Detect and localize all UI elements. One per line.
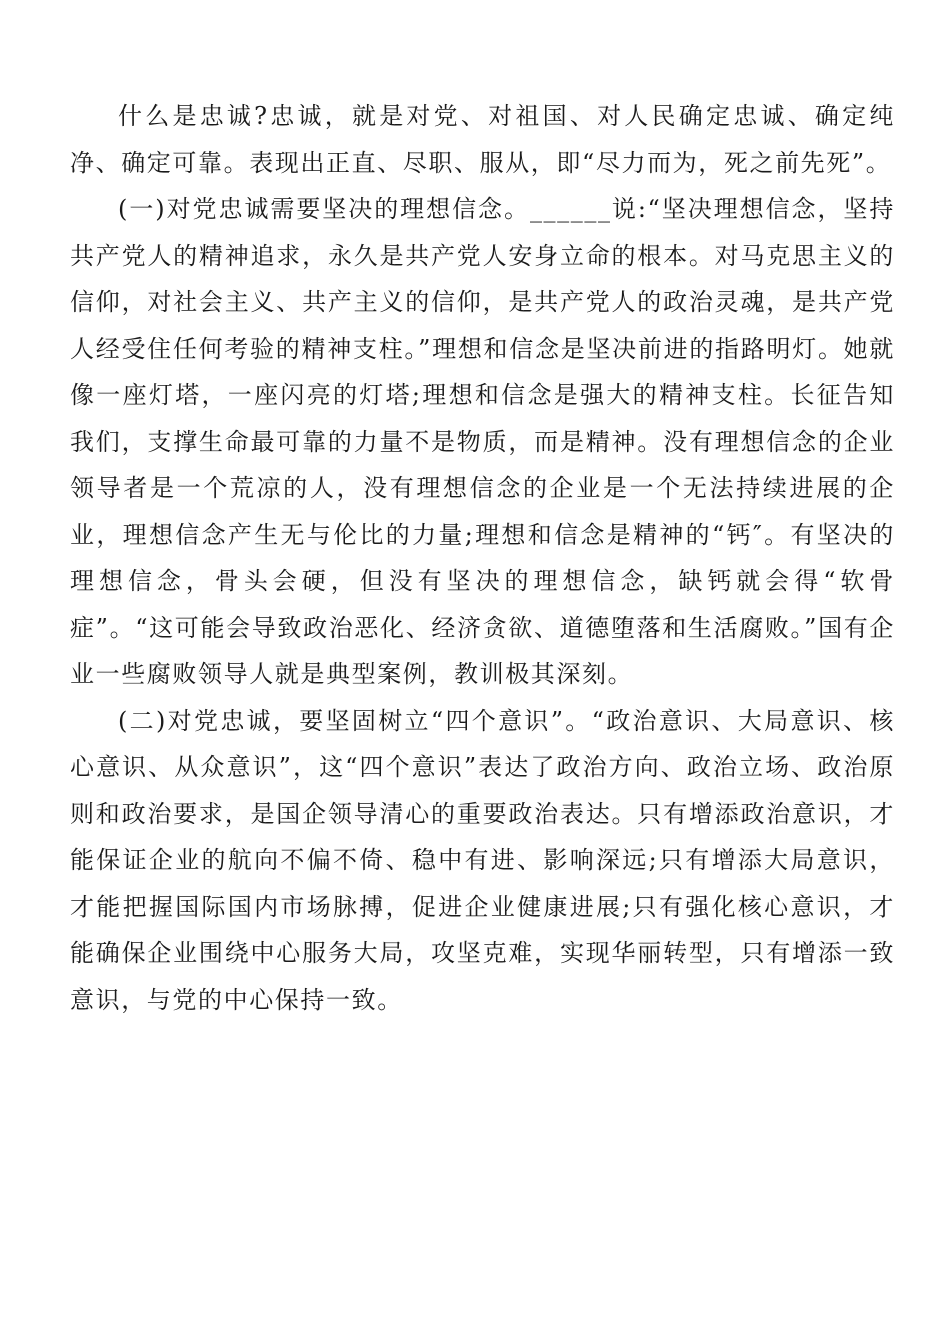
paragraph-loyalty-definition: 什么是忠诚?忠诚，就是对党、对祖国、对人民确定忠诚、确定纯净、确定可靠。表现出正直、尽职、服从，即“尽力而为，死之前先死”。: [70, 102, 895, 177]
paragraph-ideals-and-beliefs: (一)对党忠诚需要坚决的理想信念。______说:“坚决理想信念，坚持共产党人的精神追求，永久是共产党人安身立命的根本。对马克思主义的信仰，对社会主义、共产主义的信仰，是共产党人的政治灵魂，是共产党人经受住任何考验的精神支柱。”理想和信念是坚决前进的指路明灯。她就像一座灯塔，一座闪亮的灯塔;理想和信念是强大的精神支柱。长征告知我们，支撑生命最可靠的力量不是物质，而是精神。没有理想信念的企业领导者是一个荒凉的人，没有理想信念的企业是一个无法持续进展的企业，理想信念产生无与伦比的力量;理想和信念是精神的“钙″。有坚决的理想信念，骨头会硬，但没有坚决的理想信念，缺钙就会得“软骨症”。“这可能会导致政治恶化、经济贪欲、道德堕落和生活腐败。”国有企业一些腐败领导人就是典型案例，教训极其深刻。: [70, 195, 895, 688]
document-body: [70, 93, 895, 1023]
paragraph-four-consciousness: (二)对党忠诚，要坚固树立“四个意识”。“政治意识、大局意识、核心意识、从众意识”，这“四个意识”表达了政治方向、政治立场、政治原则和政治要求，是国企领导清心的重要政治表达。只有增添政治意识，才能保证企业的航向不偏不倚、稳中有进、影响深远;只有增添大局意识，才能把握国际国内市场脉搏，促进企业健康进展;只有强化核心意识，才能确保企业围绕中心服务大局，攻坚克难，实现华丽转型，只有增添一致意识，与党的中心保持一致。: [70, 706, 895, 1014]
